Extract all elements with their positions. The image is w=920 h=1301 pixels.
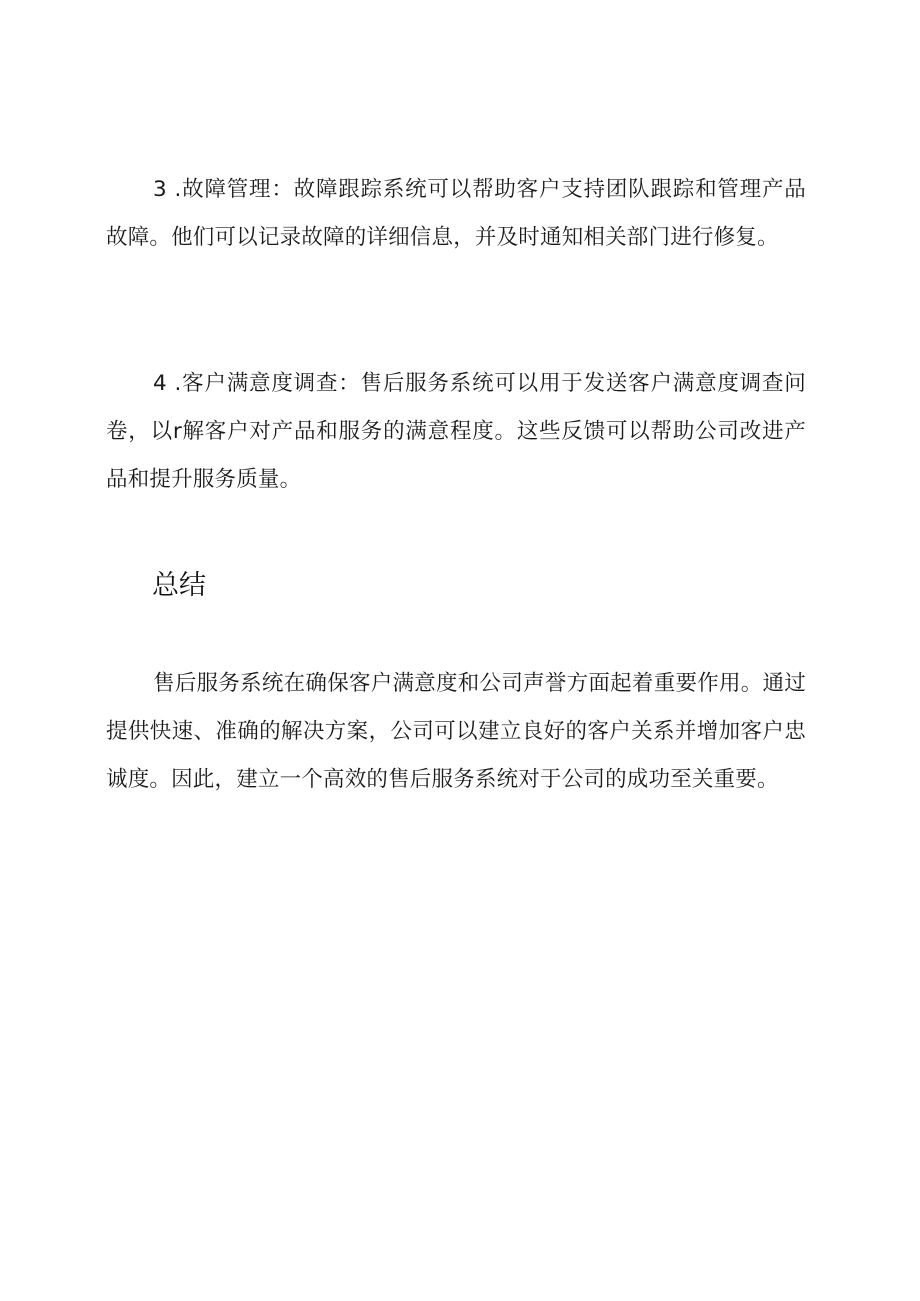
summary-text: 售后服务系统在确保客户满意度和公司声誉方面起着重要作用。通过提供快速、准确的解决方案，公司可以建立良好的客户关系并增加客户忠诚度。因此，建立一个高效的售后服务系统对于公司的成功至关重要。	[106, 671, 806, 792]
summary-paragraph	[106, 660, 806, 804]
section-heading-summary: 总结	[152, 570, 206, 601]
list-item-text: 4 .客户满意度调查：售后服务系统可以用于发送客户满意度调查问卷，以r解客户对产品和服务的满意程度。这些反馈可以帮助公司改进产品和提升服务质量。	[106, 371, 806, 492]
list-item-fault-management	[106, 166, 806, 262]
list-item-text: 3 .故障管理：故障跟踪系统可以帮助客户支持团队跟踪和管理产品故障。他们可以记录故障的详细信息，并及时通知相关部门进行修复。	[106, 177, 806, 250]
list-item-satisfaction-survey	[106, 360, 806, 504]
